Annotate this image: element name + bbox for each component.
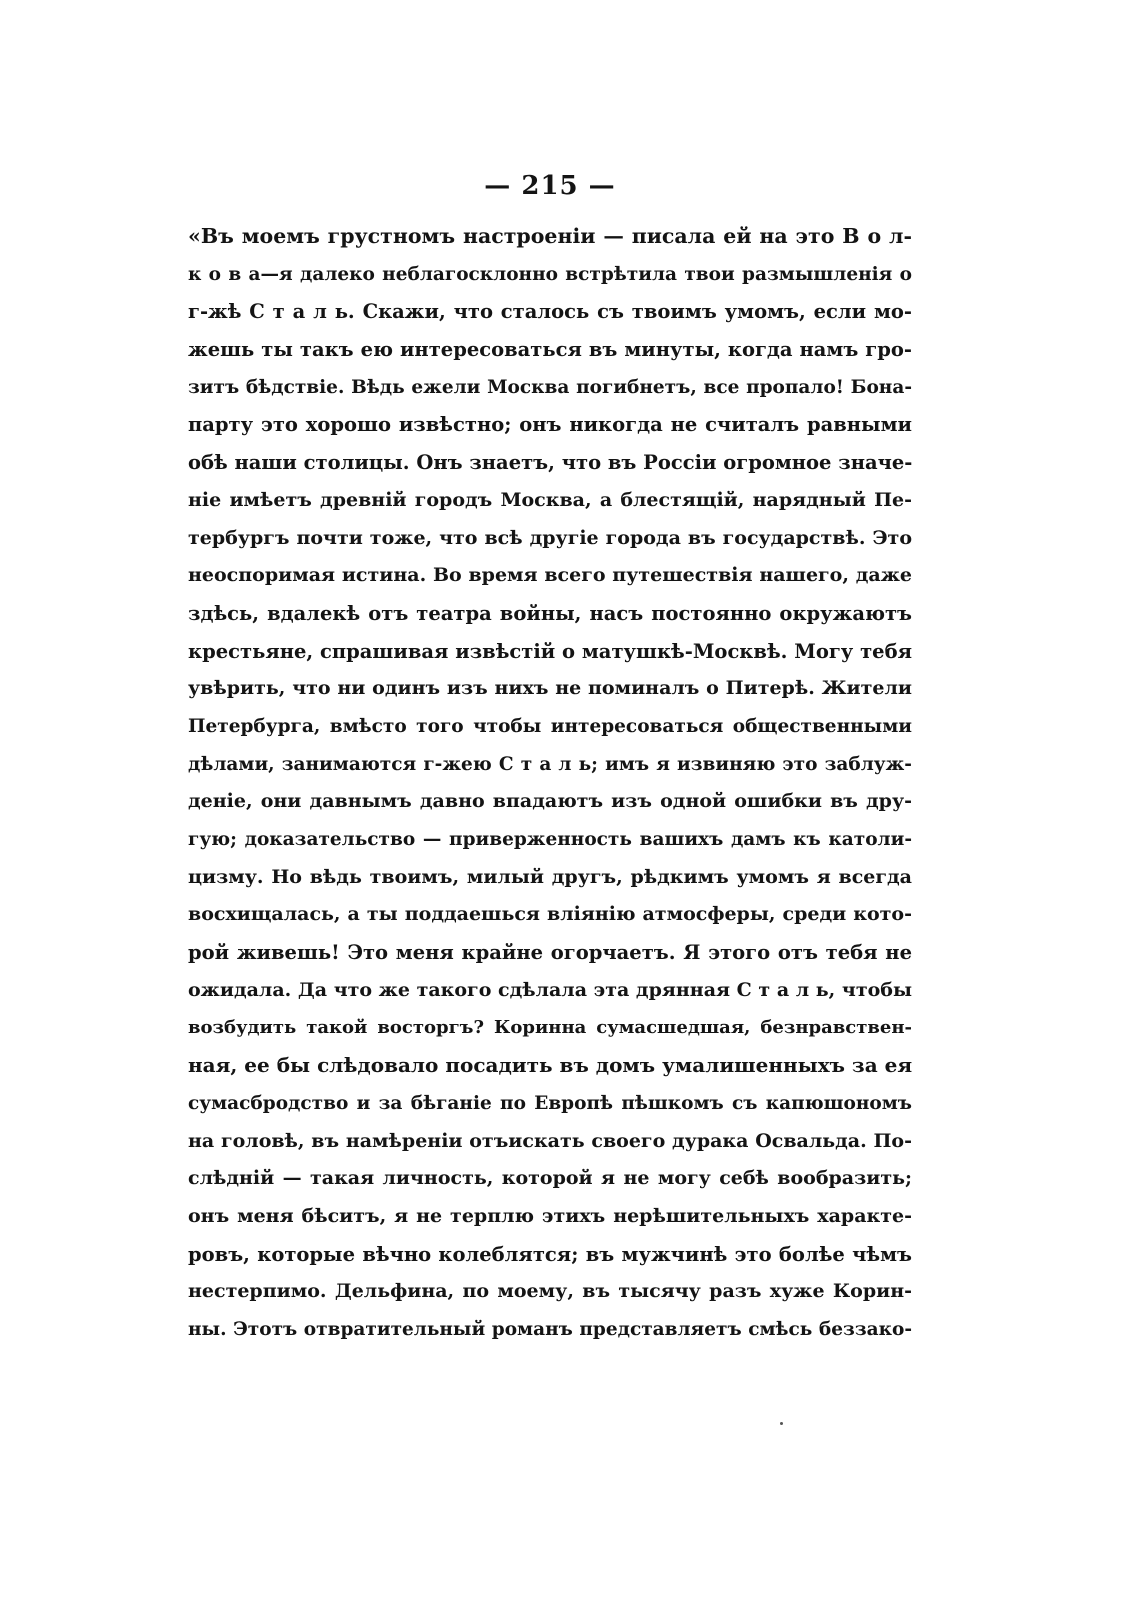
text-line: Петербурга, вмѣсто того чтобы интересоваться общественными [188,715,912,737]
text-line: деніе, они давнымъ давно впадаютъ изъ одной ошибки въ дру- [188,790,912,813]
text-line: увѣрить, что ни одинъ изъ нихъ не поминалъ о Питерѣ. Жители [188,677,912,700]
text-line: г-жѣ С т а л ь. Скажи, что сталось съ твоимъ умомъ, если мо- [188,300,912,324]
text-line: на головѣ, въ намѣреніи отъискать своего дурака Освальда. По- [188,1129,912,1152]
text-line: тербургъ почти тоже, что всѣ другіе города въ государствѣ. Это [188,526,912,549]
text-line: цизму. Но вѣдь твоимъ, милый другъ, рѣдкимъ умомъ я всегда [188,865,912,888]
text-line: ная, ее бы слѣдовало посадить въ домъ умалишенныхъ за ея [188,1053,912,1078]
text-line: дѣлами, занимаются г-жею С т а л ь; имъ я извиняю это заблуж- [188,753,912,775]
body-text [188,218,912,1349]
text-line: ны. Этотъ отвратительный романъ представляетъ смѣсь беззако- [188,1318,912,1340]
page-number: — 215 — [484,171,616,201]
text-line: возбудить такой восторгъ? Коринна сумасшедшая, безнравствен- [188,1017,912,1039]
text-line: крестьяне, спрашивая извѣстій о матушкѣ-Москвѣ. Могу тебя [188,639,912,663]
print-speck [780,1422,783,1425]
text-line: ожидала. Да что же такого сдѣлала эта дрянная С т а л ь, чтобы [188,978,912,1001]
text-line: зитъ бѣдствіе. Вѣдь ежели Москва погибнетъ, все пропало! Бона- [188,376,912,398]
text-line: онъ меня бѣситъ, я не терплю этихъ нерѣшительныхъ характе- [188,1204,912,1227]
text-line: ніе имѣетъ древній городъ Москва, а блестящій, нарядный Пе- [188,488,912,511]
text-line: обѣ наши столицы. Онъ знаетъ, что въ Россіи огромное значе- [188,451,912,475]
text-line: ровъ, которые вѣчно колеблятся; въ мужчинѣ это болѣе чѣмъ [188,1242,912,1266]
text-line: здѣсь, вдалекѣ отъ театра войны, насъ постоянно окружаютъ [188,601,912,625]
text-line: неоспоримая истина. Во время всего путешествія нашего, даже [188,564,912,587]
text-line: рой живешь! Это меня крайне огорчаетъ. Я этого отъ тебя не [188,941,912,965]
text-line: к о в а—я далеко неблагосклонно встрѣтила твои размышленія о [188,263,912,285]
text-line: восхищалась, а ты поддаешься вліянію атмосферы, среди кото- [188,903,912,926]
text-line: сумасбродство и за бѣганіе по Европѣ пѣшкомъ съ капюшономъ [188,1092,912,1114]
text-line: слѣдній — такая личность, которой я не могу себѣ вообразить; [188,1167,912,1190]
text-line: парту это хорошо извѣстно; онъ никогда не считалъ равными [188,413,912,437]
text-line: нестерпимо. Дельфина, по моему, въ тысячу разъ хуже Корин- [188,1280,912,1303]
text-line: гую; доказательство — приверженность вашихъ дамъ къ католи- [188,829,912,850]
text-line: жешь ты такъ ею интересоваться въ минуты, когда намъ гро- [188,338,912,362]
text-line: «Въ моемъ грустномъ настроеніи — писала ей на это В о л- [188,224,912,248]
